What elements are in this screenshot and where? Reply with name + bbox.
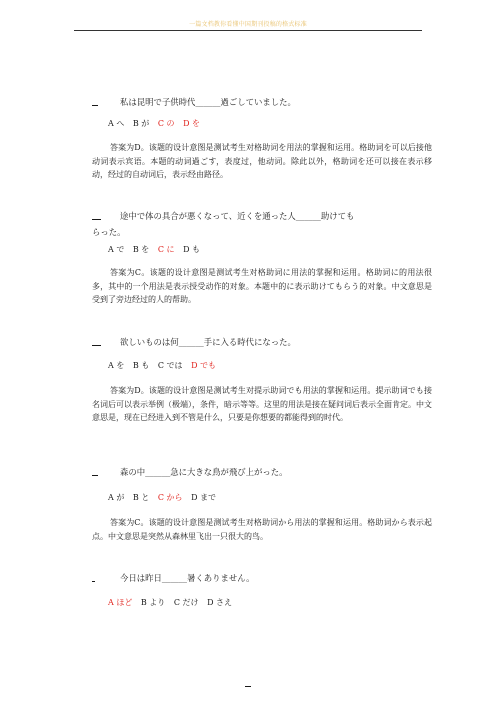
option-c: C では (157, 361, 183, 370)
option-c: C の (157, 119, 175, 128)
question-4-answer (92, 516, 432, 543)
question-text: 森の中______急に大きな鳥が飛び上がった。 (120, 467, 288, 477)
option-a: A ほど (108, 598, 133, 607)
question-3-answer (92, 384, 432, 425)
question-number: ___ (92, 213, 101, 220)
option-c: C だけ (173, 598, 199, 607)
question-1 (92, 96, 432, 109)
question-4-options (108, 492, 222, 504)
question-1-options (108, 118, 206, 130)
question-number: __ (92, 99, 98, 106)
option-c: C に (157, 245, 175, 254)
option-a: A へ (108, 119, 125, 128)
question-number: _ (92, 575, 95, 582)
option-b: B と (132, 493, 150, 502)
answer-text: 答案为C。该题的设计意图是测试考生对格助词から用法的掌握和运用。格助词から表示起点。中文意思是突然从森林里飞出一只很大的鸟。 (92, 518, 432, 541)
option-d: D でも (191, 361, 217, 370)
question-1-answer (92, 141, 432, 182)
option-b: B より (140, 598, 166, 607)
question-number: ___ (92, 339, 101, 346)
question-text: 私は昆明で子供時代______過ごしていました。 (120, 97, 296, 107)
question-text: 今日は昨日______暑くありません。 (120, 573, 255, 583)
option-a: A を (108, 361, 125, 370)
option-d: D まで (191, 493, 217, 502)
option-c: C から (157, 493, 183, 502)
question-2-options (108, 244, 206, 256)
answer-text: 答案为D。该题的设计意图是测试考生对格助词を用法的掌握和运用。格助词を可以后接他动词表示宾语。本题的动词過ごす，表度过，他动词。除此以外，格助词を还可以接在表示移动，经过的自动词后，表示经由路径。 (92, 143, 432, 180)
question-text: 欲しいものは何______手に入る時代になった。 (120, 337, 296, 347)
header-divider (74, 30, 422, 31)
question-3 (92, 336, 432, 349)
answer-text: 答案为C。该题的设计意图是测试考生对格助词に用法的掌握和运用。格助词に的用法很多，其中的一个用法是表示授受动作的对象。本题中的に表示助けてもらう的对象。中文意思是受到了旁边经过的人的帮助。 (92, 268, 432, 305)
option-d: D を (183, 119, 201, 128)
question-5 (92, 572, 432, 585)
question-3-options (108, 360, 222, 372)
question-2-answer (92, 266, 432, 307)
option-d: D も (183, 245, 201, 254)
question-number: __ (92, 469, 98, 476)
question-4 (92, 466, 432, 479)
option-b: B が (132, 119, 150, 128)
header-watermark: 一篇文档教你看懂中国期刊投稿的格式标准 (189, 21, 307, 28)
question-2 (92, 210, 432, 223)
option-a: A が (108, 493, 125, 502)
question-2-continuation: らった。 (92, 227, 126, 237)
question-5-options (108, 597, 238, 609)
page-number: __ (245, 680, 251, 687)
question-text: 途中で体の具合が悪くなって、近くを通った人______助けても (120, 211, 355, 221)
option-b: B を (132, 245, 150, 254)
option-b: B も (132, 361, 150, 370)
answer-text: 答案为D。该题的设计意图是测试考生对提示助词でも用法的掌握和运用。提示助词でも接名词后可以表示举例（极端），条件，暗示等等。这里的用法是接在疑问词后表示全面肯定。中文意思是，现在已经进入到不管是什么，只要是你想要的都能得到的时代。 (92, 386, 432, 423)
option-d: D さえ (207, 598, 233, 607)
option-a: A で (108, 245, 125, 254)
